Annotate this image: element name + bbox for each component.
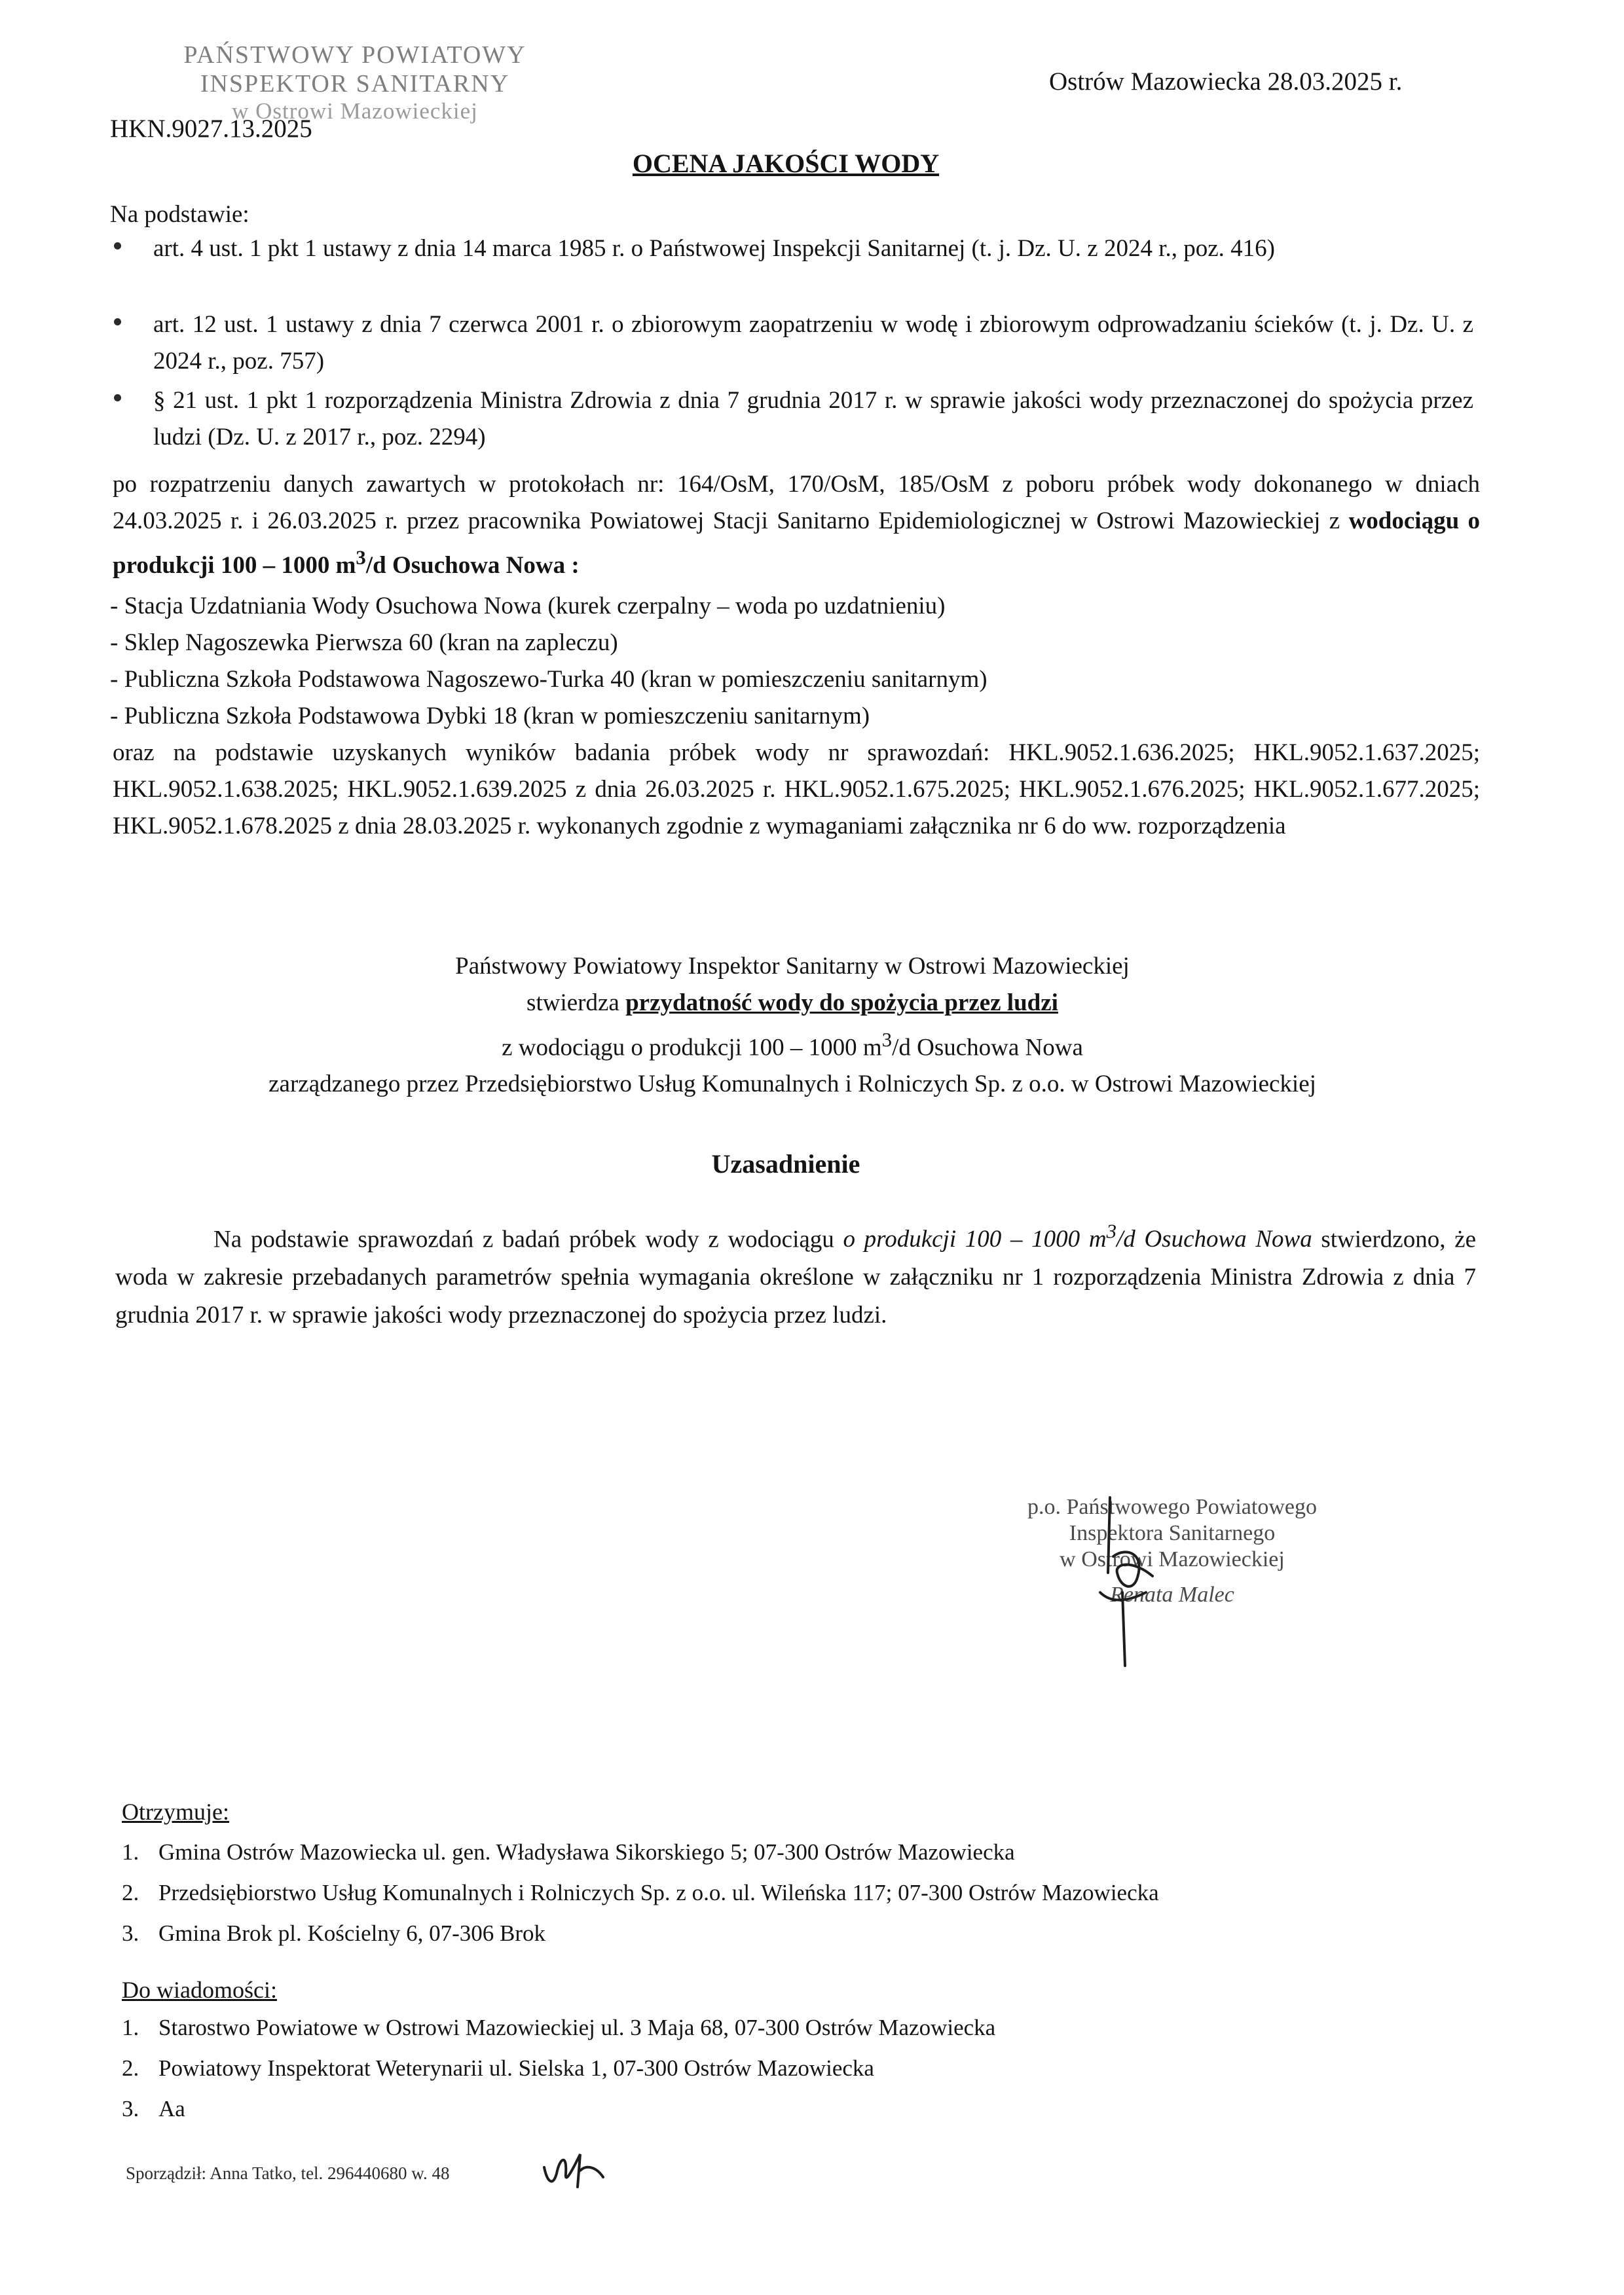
- decision-line: [0, 985, 1585, 1021]
- decision-line: zarządzanego przez Przedsiębiorstwo Usług Komunalnych i Rolniczych Sp. z o.o. w Ostrowi Mazowieckiej: [268, 1071, 1316, 1098]
- decision-block: [0, 948, 1585, 1103]
- signature-line: p.o. Państwowego Powiatowego: [1027, 1495, 1317, 1519]
- recipient-text: Przedsiębiorstwo Usług Komunalnych i Rolniczych Sp. z o.o. ul. Wileńska 117; 07-300 Ostrów Mazowiecka: [158, 1880, 1159, 1905]
- list-item: 3. Gmina Brok pl. Kościelny 6, 07-306 Brok: [122, 1920, 546, 1946]
- recipients-list: [122, 1832, 1159, 1954]
- stamp-line-3: w Ostrowi Mazowieckiej: [232, 98, 478, 124]
- stamp-line-2: INSPEKTOR SANITARNY: [200, 70, 510, 98]
- decision-statement: przydatność wody do spożycia przez ludzi: [625, 989, 1058, 1016]
- justification-text: stwierdzono, że woda w zakresie przebadanych parametrów spełnia wymagania określone w załączniku nr 1 rozporządzenia Ministra Zdrowia z dnia 7 grudnia 2017 r. w sprawie jakości wody przeznaczonej do spożycia przez ludzi.: [115, 1226, 1477, 1329]
- list-item: 1. Gmina Ostrów Mazowiecka ul. gen. Władysława Sikorskiego 5; 07-300 Ostrów Mazowiecka: [122, 1839, 1015, 1865]
- bullet-icon: [114, 242, 121, 249]
- office-stamp: [152, 41, 558, 124]
- cc-text: Aa: [158, 2096, 185, 2121]
- decision-text: z wodociągu o produkcji 100 – 1000 m: [502, 1034, 882, 1061]
- recipients-title: Otrzymuje:: [122, 1799, 229, 1825]
- list-item: - Publiczna Szkoła Podstawowa Dybki 18 (kran w pomieszczeniu sanitarnym): [110, 703, 870, 729]
- signer-name: Renata Malec: [1110, 1583, 1234, 1607]
- basis-item: [131, 306, 1473, 380]
- analysis-bold-text: /d Osuchowa Nowa :: [365, 552, 580, 579]
- decision-line: Państwowy Powiatowy Inspektor Sanitarny w Ostrowi Mazowieckiej: [455, 953, 1130, 980]
- unit-superscript: 3: [1106, 1221, 1116, 1243]
- basis-item: [131, 230, 1473, 267]
- list-item: - Stacja Uzdatniania Wody Osuchowa Nowa (kurek czerpalny – woda po uzdatnieniu): [110, 593, 946, 619]
- signature-line: Inspektora Sanitarnego: [1069, 1521, 1276, 1545]
- decision-text: /d Osuchowa Nowa: [892, 1034, 1083, 1061]
- recipient-text: Gmina Ostrów Mazowiecka ul. gen. Władysława Sikorskiego 5; 07-300 Ostrów Mazowiecka: [158, 1839, 1015, 1865]
- document-date: Ostrów Mazowiecka 28.03.2025 r.: [1049, 67, 1403, 96]
- analysis-bold-text: wodociągu o produkcji 100 – 1000 m: [113, 507, 1480, 579]
- basis-item: [131, 382, 1473, 456]
- cc-text: Starostwo Powiatowe w Ostrowi Mazowieckiej ul. 3 Maja 68, 07-300 Ostrów Mazowiecka: [158, 2015, 996, 2040]
- analysis-text: po rozpatrzeniu danych zawartych w protokołach nr: 164/OsM, 170/OsM, 185/OsM z poboru próbek wody dokonanego w dniach 24.03.2025 r. i 26.03.2025 r. przez pracownika Powiatowej Stacji Sanitarno Epidemiologicznej w Ostrowi Mazowieckiej z: [113, 471, 1480, 534]
- cc-text: Powiatowy Inspektorat Weterynarii ul. Sielska 1, 07-300 Ostrów Mazowiecka: [158, 2055, 874, 2081]
- signature-line: w Ostrowi Mazowieckiej: [1060, 1547, 1285, 1571]
- handwritten-signature-icon: [1074, 1494, 1179, 1671]
- cc-title: Do wiadomości:: [122, 1977, 277, 2003]
- prepared-by-note: Sporządził: Anna Tatko, tel. 296440680 w. 48: [126, 2163, 450, 2183]
- reference-number: HKN.9027.13.2025: [110, 115, 312, 143]
- document-title: OCENA JAKOŚCI WODY: [632, 149, 940, 178]
- basis-item-text: art. 4 ust. 1 pkt 1 ustawy z dnia 14 marca 1985 r. o Państwowej Inspekcji Sanitarnej (t. j. Dz. U. z 2024 r., poz. 416): [153, 235, 1275, 262]
- list-item: 1. Starostwo Powiatowe w Ostrowi Mazowieckiej ul. 3 Maja 68, 07-300 Ostrów Mazowiecka: [122, 2015, 996, 2040]
- handwritten-initials-icon: [541, 2148, 606, 2194]
- basis-label: Na podstawie:: [110, 201, 249, 228]
- list-item: - Sklep Nagoszewka Pierwsza 60 (kran na zapleczu): [110, 629, 618, 656]
- recipient-text: Gmina Brok pl. Kościelny 6, 07-306 Brok: [158, 1920, 546, 1946]
- justification-title: Uzasadnienie: [711, 1149, 860, 1179]
- bullet-icon: [114, 318, 121, 325]
- unit-superscript: 3: [881, 1029, 893, 1051]
- justification-italic: o produkcji 100 – 1000 m: [843, 1226, 1107, 1253]
- basis-item-text: art. 12 ust. 1 ustawy z dnia 7 czerwca 2001 r. o zbiorowym zaopatrzeniu w wodę i zbiorowym odprowadzaniu ścieków (t. j. Dz. U. z 2024 r., poz. 757): [153, 311, 1473, 375]
- justification-text: Na podstawie sprawozdań z badań próbek wody z wodociągu: [213, 1226, 843, 1253]
- decision-line: [0, 1021, 1585, 1066]
- sampling-sites-list: [110, 588, 987, 735]
- list-item: 2. Powiatowy Inspektorat Weterynarii ul. Sielska 1, 07-300 Ostrów Mazowiecka: [122, 2055, 874, 2081]
- basis-item-text: § 21 ust. 1 pkt 1 rozporządzenia Ministra Zdrowia z dnia 7 grudnia 2017 r. w sprawie jakości wody przeznaczonej do spożycia przez ludzi (Dz. U. z 2017 r., poz. 2294): [153, 387, 1473, 450]
- stamp-line-1: PAŃSTWOWY POWIATOWY: [183, 41, 526, 69]
- justification-paragraph: [115, 1213, 1476, 1334]
- list-item: - Publiczna Szkoła Podstawowa Nagoszewo-Turka 40 (kran w pomieszczeniu sanitarnym): [110, 666, 987, 693]
- reports-paragraph: oraz na podstawie uzyskanych wyników badania próbek wody nr sprawozdań: HKL.9052.1.636.2025; HKL.9052.1.637.2025; HKL.9052.1.638.2025; HKL.9052.1.639.2025 z dnia 26.03.2025 r. HKL.9052.1.675.2025; HKL.9052.1.676.2025; HKL.9052.1.677.2025; HKL.9052.1.678.2025 z dnia 28.03.2025 r. wykonanych zgodnie z wymaganiami załącznika nr 6 do ww. rozporządzenia: [113, 739, 1480, 839]
- analysis-paragraph: [113, 466, 1480, 584]
- cc-list: [122, 2008, 995, 2129]
- list-item: 2. Przedsiębiorstwo Usług Komunalnych i Rolniczych Sp. z o.o. ul. Wileńska 117; 07-300 Ostrów Mazowiecka: [122, 1880, 1159, 1905]
- justification-italic: /d Osuchowa Nowa: [1116, 1226, 1312, 1253]
- decision-prefix: stwierdza: [526, 989, 626, 1016]
- unit-superscript: 3: [356, 547, 366, 569]
- list-item: 3. Aa: [122, 2096, 185, 2121]
- bullet-icon: [114, 394, 121, 401]
